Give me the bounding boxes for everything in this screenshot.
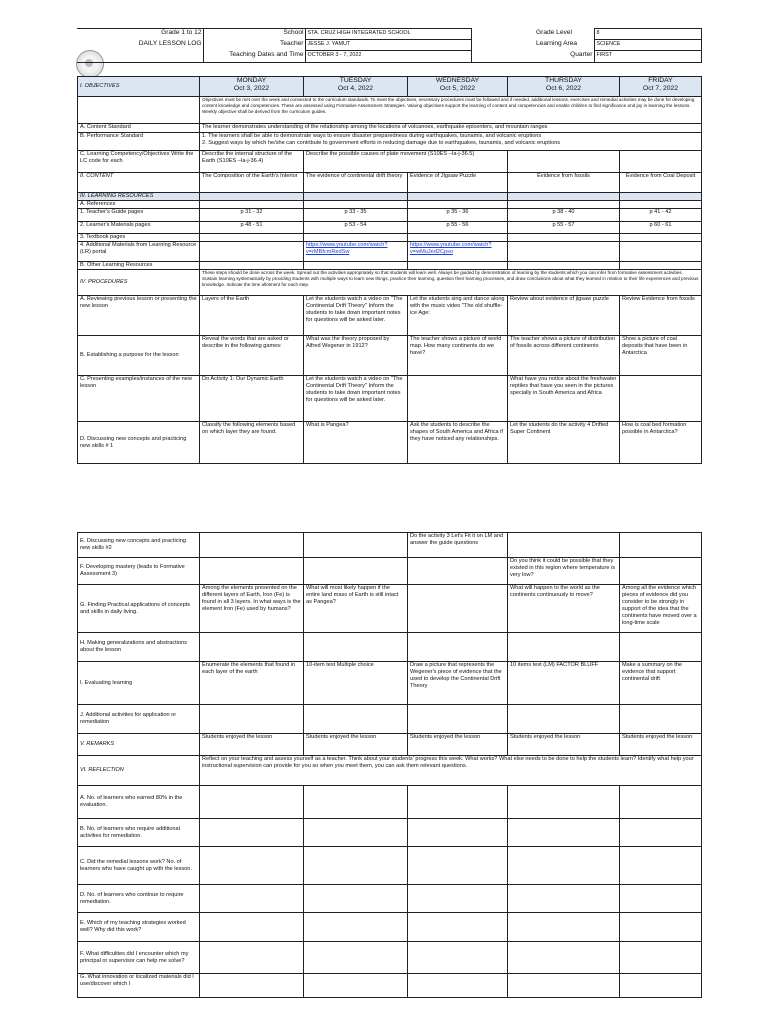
tg-thursday: p 38 - 40 bbox=[508, 209, 620, 222]
question-row: F. What difficulties did I encounter which my principal or supervisor can help me solve? bbox=[78, 942, 702, 974]
lm-thursday: p 55 - 57 bbox=[508, 222, 620, 234]
content-label: II. CONTENT bbox=[78, 173, 200, 193]
table-row: D. Discussing new concepts and practicing new skills # 1 Classify the following elements based on which layer they are found. What is Pangea? Ask the students to describe the shapes of South America and Africa if they have noticed any relationships. Let the students do the activity 4 Drifted Super Continent How is coal bed formation possible in Antarctica? bbox=[78, 422, 702, 464]
grade-level-label: Grade Level bbox=[534, 29, 594, 40]
dates-label: Teaching Dates and Time bbox=[203, 51, 305, 63]
teacher-label: Teacher bbox=[203, 40, 305, 51]
content-friday: Evidence from Coal Deposit bbox=[620, 173, 702, 193]
procedures-note: These steps should be done across the week. Spread out the activities appropriately so that students will learn well. Always be guided by demonstration of learning by the students which you can infer from formative assessment activities. Sustain learning systematically by providing students with multiple ways to learn new things, practice their learning, question their learning processes, and draw conclusions about what they learned in relation to their life experiences and previous knowledge. Indicate the time allotment for each step. bbox=[200, 270, 702, 296]
question-row: E. Which of my teaching strategies worked well? Why did this work? bbox=[78, 913, 702, 942]
content-standard-text: The learner demonstrates understanding of the relationship among the locations of volcanoes, earthquake epicenters, and mountain ranges bbox=[200, 124, 702, 133]
lr-label: 4. Additional Materials from Learning Resource (LR) portal bbox=[78, 242, 200, 262]
competency-tuesday: Describe the possible causes of plate movement (S10ES –Ia-j-36.5) bbox=[304, 151, 508, 173]
question-row: D. No. of learners who continue to require remediation. bbox=[78, 885, 702, 913]
table-row: G. Finding Practical applications of concepts and skills in daily living. Among the elements presented on the different layers of Earth, Iron (Fe) is found in all 3 layers. In what ways is the element Iron (Fe) used by humans? What will most likely happen if the entire land mass of Earth is still intact as Pangea? What will happen to the world as the continents continuously to move? Among all the evidence which pieces of evidence did you consider to be strongly in support of the idea that the continents have moved over a long-time scale bbox=[78, 585, 702, 633]
content-monday: The Composition of the Earth's Interior bbox=[200, 173, 304, 193]
dates-value: OCTOBER 3 - 7, 2022 bbox=[305, 51, 471, 63]
remarks-label: V. REMARKS bbox=[78, 734, 200, 756]
content-wednesday: Evidence of Jigsaw Puzzle bbox=[408, 173, 508, 193]
performance-standard-text: 1. The learners shall be able to demonstrate ways to ensure disaster preparedness during earthquakes, tsunamis, and volcanic eruptions 2. Suggest ways by which he/she can contribute to government efforts in reducing damage due to earthquakes, tsunamis, and volcanic eruptions bbox=[200, 133, 702, 151]
lr-link-tuesday[interactable]: https://www.youtube.com/watch?v=rMBfcmRedSw bbox=[304, 242, 408, 262]
procedures-label: IV. PROCEDURES bbox=[78, 270, 200, 296]
tg-wednesday: p 35 - 36 bbox=[408, 209, 508, 222]
resources-label: III. LEARNING RESOURCES bbox=[78, 193, 200, 201]
lm-monday: p 48 - 51 bbox=[200, 222, 304, 234]
content-tuesday: The evidence of continental drift theory bbox=[304, 173, 408, 193]
objectives-note: Objectives must be met over the week and connected to the curriculum standards. To meet the objectives, necessary procedures must be followed and if needed, additional lessons, exercises and remedial activities may be done for developing content knowledge and competencies. These are assessed using Formative Assessment Strategies. Valuing objectives support the learning of content and competencies and enable children to find significance and joy in learning the lessons. Weekly objective shall be derived from the curriculum guides. bbox=[200, 97, 702, 124]
learning-area-value: SCIENCE bbox=[594, 40, 701, 51]
lm-tuesday: p 53 - 54 bbox=[304, 222, 408, 234]
performance-standard-label: B. Performance Standard bbox=[78, 133, 200, 151]
grade-label: Grade 1 to 12 bbox=[77, 29, 203, 40]
question-row: A. No. of learners who earned 80% in the evaluation. bbox=[78, 786, 702, 819]
reflection-note: Reflect on your teaching and assess yourself as a teacher. Think about your students' progress this week. What works? What else needs to be done to help the students learn? Identify what help your instructional supervision can provide for you so when you meet them, you can ask them relevant questions. bbox=[200, 756, 702, 786]
grade-level-value: 8 bbox=[594, 29, 701, 40]
tg-friday: p 41 - 42 bbox=[620, 209, 702, 222]
lr-link-wednesday[interactable]: https://www.youtube.com/watch?v=wMuJed2Cpso bbox=[408, 242, 508, 262]
content-standard-label: A. Content Standard bbox=[78, 124, 200, 133]
lm-friday: p 60 - 61 bbox=[620, 222, 702, 234]
table-row: H. Making generalizations and abstractions about the lesson bbox=[78, 633, 702, 662]
day-thursday: THURSDAY Oct 6, 2022 bbox=[508, 77, 620, 97]
table-row: F. Developing mastery (leads to Formative Assessment 3) Do you think it could be possible that they existed in this region where temperature is very low? bbox=[78, 558, 702, 585]
tg-label: 1. Teacher's Guide pages bbox=[78, 209, 200, 222]
tg-monday: p 31 - 32 bbox=[200, 209, 304, 222]
remarks-row: V. REMARKS Students enjoyed the lesson Students enjoyed the lesson Students enjoyed the lesson Students enjoyed the lesson Students enjoyed the lesson bbox=[78, 734, 702, 756]
day-monday: MONDAY Oct 3, 2022 bbox=[200, 77, 304, 97]
teacher-value: JESSE J. YAMUT bbox=[305, 40, 471, 51]
lm-wednesday: p 55 - 56 bbox=[408, 222, 508, 234]
lesson-table-page1 bbox=[77, 76, 702, 464]
objectives-label: I. OBJECTIVES bbox=[78, 77, 200, 97]
header-table bbox=[77, 28, 702, 63]
table-row: E. Discussing new concepts and practicing new skills #2 Do the activity 3 Let's Fit it on LM and answer the guide questions bbox=[78, 533, 702, 558]
quarter-value: FIRST bbox=[594, 51, 701, 63]
learning-area-label: Learning Area bbox=[534, 40, 594, 51]
quarter-label: Quarter bbox=[534, 51, 594, 63]
day-friday: FRIDAY Oct 7, 2022 bbox=[620, 77, 702, 97]
content-thursday: Evidence from fossils bbox=[508, 173, 620, 193]
day-wednesday: WEDNESDAY Oct 5, 2022 bbox=[408, 77, 508, 97]
school-value: STA. CRUZ HIGH INTEGRATED SCHOOL bbox=[305, 29, 471, 40]
table-row: J. Additional activities for application or remediation bbox=[78, 705, 702, 734]
table-row: I. Evaluating learning Enumerate the elements that found in each layer of the earth 10-item test Multiple choice Draw a picture that represents the Wegener's piece of evidence that the used to develop the Continental Drift Theory 10 items test (LM) FACTOR BLUFF Make a summary on the evidence that support continental drift bbox=[78, 662, 702, 705]
table-row: B. Establishing a purpose for the lesson Reveal the words that are asked or describe in the following games: What was the theory proposed by Alfred Wegener in 1912? The teacher shows a picture of world map. How many continents do we have? The teacher shows a picture of distribution of fossils across different continents Show a picture of coal deposits that have been in Antarctica bbox=[78, 336, 702, 376]
day-tuesday: TUESDAY Oct 4, 2022 bbox=[304, 77, 408, 97]
table-row: A. Reviewing previous lesson or presenting the new lesson Layers of the Earth Let the students watch a video on "The Continental Drift Theory" Inform the students to take down important notes for questions will be asked later. Let the students sing and dance along with the music video "The old shuffle-ice Age: Review about evidence of jigsaw puzzle Review Evidence from fossils bbox=[78, 296, 702, 336]
references-label: A. References bbox=[78, 201, 200, 209]
question-row: B. No. of learners who require additional activities for remediation. bbox=[78, 819, 702, 847]
lm-label: 2. Learner's Materials pages bbox=[78, 222, 200, 234]
question-row: G. What innovation or localized materials did I use/discover which I bbox=[78, 974, 702, 998]
other-resources-label: B. Other Learning Resources bbox=[78, 262, 200, 270]
competency-label: C. Learning Competency/Objectives Write the LC code for each bbox=[78, 151, 200, 173]
school-label: School bbox=[203, 29, 305, 40]
question-row: C. Did the remedial lessons work? No. of learners who have caught up with the lesson. bbox=[78, 847, 702, 885]
tg-tuesday: p 33 - 35 bbox=[304, 209, 408, 222]
textbook-label: 3. Textbook pages bbox=[78, 234, 200, 242]
reflection-label: VI. REFLECTION bbox=[78, 756, 200, 786]
competency-monday: Describe the internal structure of the Earth (S10ES –Ia-j-36.4) bbox=[200, 151, 304, 173]
table-row: C. Presenting examples/instances of the new lesson Do Activity 1: Our Dynamic Earth Let the students watch a video on "The Continental Drift Theory" Inform the students to take down important notes for questions will be asked later. What have you notice about the freshwater reptiles that have you seen in the pictures specially in South America and Africa bbox=[78, 376, 702, 422]
lesson-table-page2 bbox=[77, 532, 702, 998]
log-title: DAILY LESSON LOG bbox=[77, 40, 203, 51]
